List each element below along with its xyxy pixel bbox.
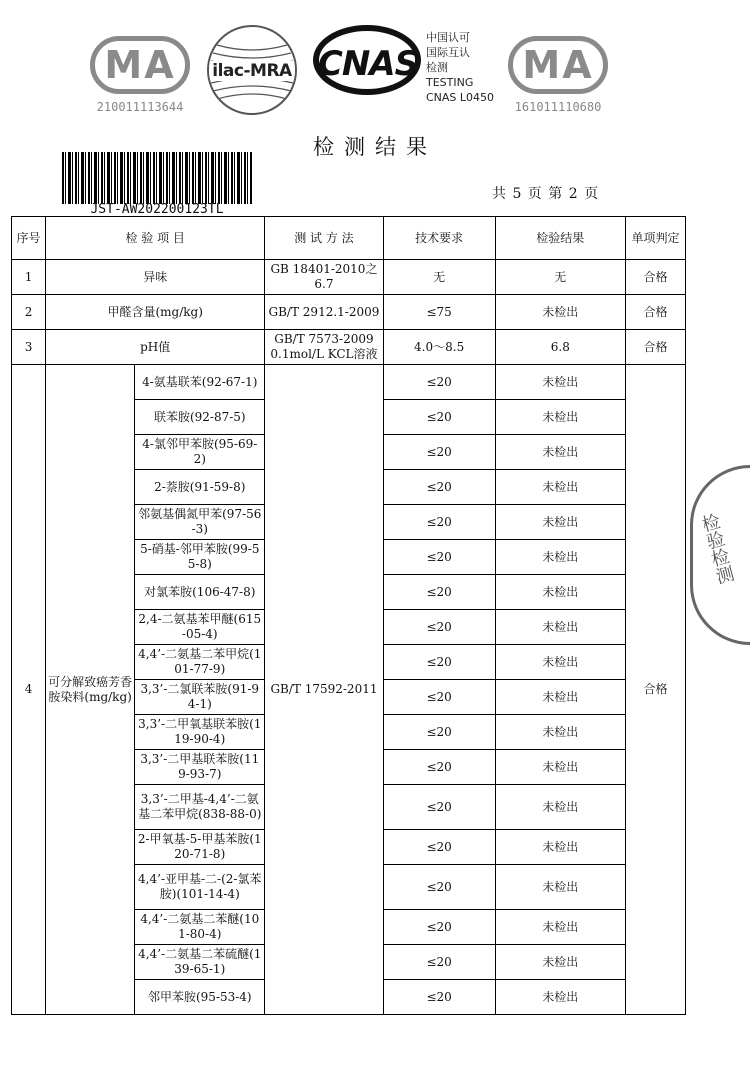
table-cell: ≤20: [383, 910, 495, 945]
table-cell: ≤20: [383, 715, 495, 750]
table-cell: ≤20: [383, 610, 495, 645]
table-cell: 未检出: [495, 910, 625, 945]
table-cell: 2: [12, 295, 46, 330]
ma-logo-right: MA: [508, 36, 608, 94]
table-cell: ≤20: [383, 575, 495, 610]
table-cell: pH值: [46, 330, 265, 365]
table-cell: 3,3’-二甲基-4,4’-二氨基二苯甲烷(838-88-0): [135, 785, 265, 830]
table-cell: 未检出: [495, 830, 625, 865]
table-cell: 未检出: [495, 470, 625, 505]
ma-number-left: 210011113644: [96, 100, 184, 114]
table-cell: 无: [495, 260, 625, 295]
group-method: GB/T 17592-2011: [265, 365, 383, 1015]
header-item: 检 验 项 目: [46, 217, 265, 260]
table-cell: ≤20: [383, 865, 495, 910]
table-cell: 3: [12, 330, 46, 365]
group-verdict: 合格: [625, 365, 685, 1015]
table-cell: ≤20: [383, 540, 495, 575]
page-count: 共 5 页 第 2 页: [492, 186, 600, 202]
cnas-side-text: 中国认可 国际互认 检测 TESTING CNAS L0450: [426, 31, 495, 104]
table-cell: 3,3’-二氯联苯胺(91-94-1): [135, 680, 265, 715]
table-cell: 邻氨基偶氮甲苯(97-56-3): [135, 505, 265, 540]
table-cell: 未检出: [495, 980, 625, 1015]
ma-number-right: 161011110680: [514, 100, 602, 114]
table-cell: 5-硝基-邻甲苯胺(99-55-8): [135, 540, 265, 575]
table-cell: 未检出: [495, 435, 625, 470]
cnas-logo: CNAS: [317, 44, 419, 84]
group-number: 4: [12, 365, 46, 1015]
page-title: 检测结果: [313, 135, 437, 159]
header-verdict: 单项判定: [625, 217, 685, 260]
table-cell: ≤20: [383, 400, 495, 435]
table-cell: 未检出: [495, 295, 625, 330]
table-row: [12, 365, 686, 400]
table-cell: 2-甲氧基-5-甲基苯胺(120-71-8): [135, 830, 265, 865]
ilac-text: ilac-MRA: [209, 61, 295, 81]
table-cell: 未检出: [495, 785, 625, 830]
table-cell: 未检出: [495, 715, 625, 750]
table-cell: ≤20: [383, 470, 495, 505]
table-cell: 未检出: [495, 400, 625, 435]
report-number: JST-AW202200123TL: [90, 202, 224, 217]
table-cell: 未检出: [495, 865, 625, 910]
table-cell: 6.8: [495, 330, 625, 365]
results-table: [11, 216, 686, 1015]
table-cell: GB/T 7573-2009 0.1mol/L KCL溶液: [265, 330, 383, 365]
table-row: [12, 260, 686, 295]
table-cell: 4,4’-亚甲基-二-(2-氯苯胺)(101-14-4): [135, 865, 265, 910]
table-row: [12, 330, 686, 365]
table-row: [12, 295, 686, 330]
table-cell: ≤20: [383, 645, 495, 680]
table-cell: ≤20: [383, 680, 495, 715]
table-cell: 4,4’-二氨基二苯醚(101-80-4): [135, 910, 265, 945]
table-cell: ≤20: [383, 365, 495, 400]
table-cell: 无: [383, 260, 495, 295]
table-cell: 2-萘胺(91-59-8): [135, 470, 265, 505]
table-cell: ≤20: [383, 830, 495, 865]
table-cell: 3,3’-二甲氧基联苯胺(119-90-4): [135, 715, 265, 750]
table-cell: ≤20: [383, 435, 495, 470]
table-cell: 邻甲苯胺(95-53-4): [135, 980, 265, 1015]
table-cell: ≤20: [383, 785, 495, 830]
table-cell: 联苯胺(92-87-5): [135, 400, 265, 435]
table-cell: 合格: [625, 330, 685, 365]
table-cell: 甲醛含量(mg/kg): [46, 295, 265, 330]
table-cell: 3,3’-二甲基联苯胺(119-93-7): [135, 750, 265, 785]
barcode: [62, 152, 252, 204]
table-cell: GB 18401-2010之6.7: [265, 260, 383, 295]
table-header: [12, 217, 686, 260]
table-cell: 4-氯邻甲苯胺(95-69-2): [135, 435, 265, 470]
table-cell: 未检出: [495, 945, 625, 980]
table-cell: 未检出: [495, 575, 625, 610]
table-cell: 未检出: [495, 680, 625, 715]
group-category: 可分解致癌芳香胺染料(mg/kg): [46, 365, 135, 1015]
ma-logo-left: MA: [90, 36, 190, 94]
table-cell: ≤75: [383, 295, 495, 330]
table-cell: 未检出: [495, 540, 625, 575]
table-cell: 1: [12, 260, 46, 295]
table-cell: 4,4’-二氨基二苯硫醚(139-65-1): [135, 945, 265, 980]
table-cell: 对氯苯胺(106-47-8): [135, 575, 265, 610]
table-cell: 合格: [625, 260, 685, 295]
header-no: 序号: [12, 217, 46, 260]
table-cell: 4-氨基联苯(92-67-1): [135, 365, 265, 400]
table-cell: 4,4’-二氨基二苯甲烷(101-77-9): [135, 645, 265, 680]
table-cell: 未检出: [495, 645, 625, 680]
table-cell: 合格: [625, 295, 685, 330]
table-cell: ≤20: [383, 945, 495, 980]
table-cell: ≤20: [383, 750, 495, 785]
table-cell: ≤20: [383, 505, 495, 540]
official-stamp: 检验检测: [690, 465, 750, 645]
table-cell: GB/T 2912.1-2009: [265, 295, 383, 330]
table-cell: ≤20: [383, 980, 495, 1015]
table-cell: 未检出: [495, 365, 625, 400]
header-method: 测 试 方 法: [265, 217, 383, 260]
table-cell: 未检出: [495, 610, 625, 645]
header-result: 检验结果: [495, 217, 625, 260]
ilac-mra-logo: [207, 25, 297, 115]
table-cell: 4.0～8.5: [383, 330, 495, 365]
table-cell: 2,4-二氨基苯甲醚(615-05-4): [135, 610, 265, 645]
table-cell: 未检出: [495, 505, 625, 540]
table-cell: 异味: [46, 260, 265, 295]
header-requirement: 技术要求: [383, 217, 495, 260]
table-cell: 未检出: [495, 750, 625, 785]
